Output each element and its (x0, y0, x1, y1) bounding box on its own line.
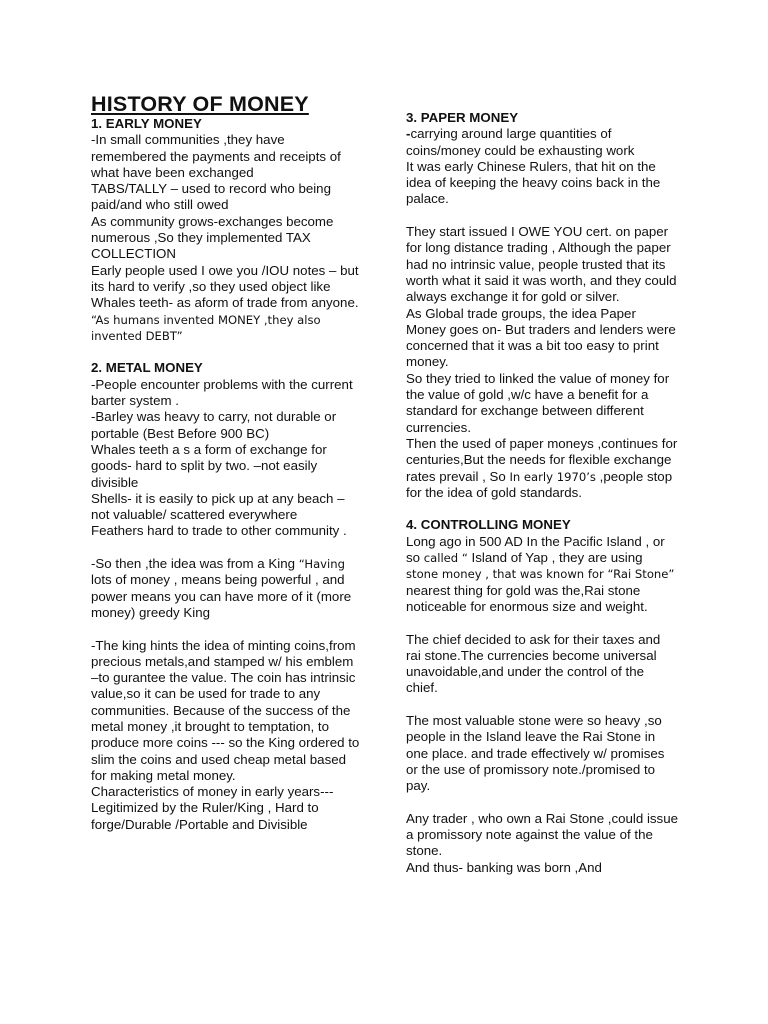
text-run: called “ (423, 551, 468, 566)
text-run: Island of Yap , they are using (467, 550, 643, 566)
text-run: “Having (298, 557, 345, 572)
section-heading: 1. EARLY MONEY (91, 116, 202, 131)
spacer (406, 794, 678, 810)
paragraph: -In small communities ,they have remembered the payments and receipts of what have been exchanged (91, 132, 341, 180)
spacer (91, 344, 363, 360)
paragraph: TABS/TALLY – used to record who being paid/and who still owed (91, 181, 331, 213)
left-column (91, 92, 363, 833)
text-run: In early 1970’s (509, 469, 596, 484)
text-run: nearest thing for gold was the,Rai stone noticeable for enormous size and weight. (406, 582, 648, 614)
paragraph: -People encounter problems with the current barter system . (91, 376, 353, 409)
section-controlling-money (406, 517, 678, 876)
paragraph (406, 126, 678, 159)
text-run: Then the used of paper moneys ,continues for centuries,But the needs for flexible exchange rates prevail , So (406, 435, 678, 484)
paragraph (91, 556, 363, 621)
paragraph: So they tried to linked the value of money for the value of gold ,w/c have a benefit for a standard for exchange between different currencies. (406, 370, 670, 435)
paragraph: Shells- it is easily to pick up at any beach – not valuable/ scattered everywhere (91, 490, 345, 523)
paragraph: Whales teeth a s a form of exchange for goods- hard to split by two. –not easily divisible (91, 441, 327, 490)
paragraph: It was early Chinese Rulers, that hit on the idea of keeping the heavy coins back in the palace. (406, 158, 661, 207)
paragraph: As community grows-exchanges become numerous ,So they implemented TAX COLLECTION (91, 213, 334, 262)
paragraph: -The king hints the idea of minting coins,from precious metals,and stamped w/ his emblem –to gurantee the value. The coin has intrinsic value,so it can be used for trade to any communities. Because of the success of the metal money ,it brought to temptation, to produce more coins --- so the King ordered to slim the coins and used cheap metal based for making metal money. (91, 637, 360, 783)
spacer (406, 208, 678, 224)
paragraph (406, 436, 678, 501)
spacer (406, 615, 678, 631)
section-heading: 2. METAL MONEY (91, 360, 203, 376)
paragraph: -Barley was heavy to carry, not durable or portable (Best Before 900 BC) (91, 409, 337, 441)
paragraph: The chief decided to ask for their taxes and rai stone.The currencies become universal unavoidable,and under the control of the chief. (406, 631, 661, 696)
document-title: HISTORY OF MONEY (91, 92, 309, 116)
section-heading: 3. PAPER MONEY (406, 110, 519, 125)
paragraph: They start issued I OWE YOU cert. on paper for long distance trading , Although the paper had no intrinsic value, people trusted that its worth what it said it was worth, and they could always exchange it for gold or silver. (406, 224, 677, 305)
section-heading: 4. CONTROLLING MONEY (406, 517, 571, 533)
paragraph: Characteristics of money in early years---Legitimized by the Ruler/King , Hard to forge/Durable /Portable and Divisible (91, 784, 334, 832)
text-run: carrying around large quantities of coins/money could be exhausting work (406, 126, 635, 158)
text-run: ,people stop for the idea of gold standards. (406, 468, 673, 500)
paragraph: Feathers hard to trade to other community . (91, 523, 347, 539)
section-early-money (91, 116, 363, 344)
paragraph: Early people used I owe you /IOU notes – but its hard to verify ,so they used object like (91, 262, 359, 294)
spacer (91, 621, 363, 637)
paragraph: The most valuable stone were so heavy ,so people in the Island leave the Rai Stone in one place. and trade effectively w/ promises or the use of promissory note./promised to pay. (406, 712, 665, 794)
section-paper-money (406, 110, 678, 501)
text-run: lots of money , means being powerful , and power means you can have more of it (more money) greedy King (91, 572, 352, 620)
quote: “As humans invented MONEY ,they also invented DEBT” (91, 312, 321, 343)
section-metal-money (91, 360, 363, 833)
right-column (406, 110, 678, 876)
paragraph (406, 534, 678, 615)
text-run: - (406, 126, 411, 142)
spacer (91, 540, 363, 556)
paragraph: And thus- banking was born ,And (406, 859, 602, 875)
paragraph: As Global trade groups, the idea Paper Money goes on- But traders and lenders were concerned that it was a bit too easy to print money. (406, 305, 676, 370)
text-run: Long ago in 500 AD In the Pacific Island , or so (406, 533, 665, 566)
text-run: -So then ,the idea was from a King (91, 556, 299, 572)
spacer (406, 501, 678, 517)
paragraph: Whales teeth- as aform of trade from anyone. (91, 295, 359, 311)
paragraph: Any trader , who own a Rai Stone ,could issue a promissory note against the value of the stone. (406, 810, 678, 859)
text-run: stone money , that was known for “Rai Stone” (406, 567, 675, 582)
spacer (406, 697, 678, 713)
